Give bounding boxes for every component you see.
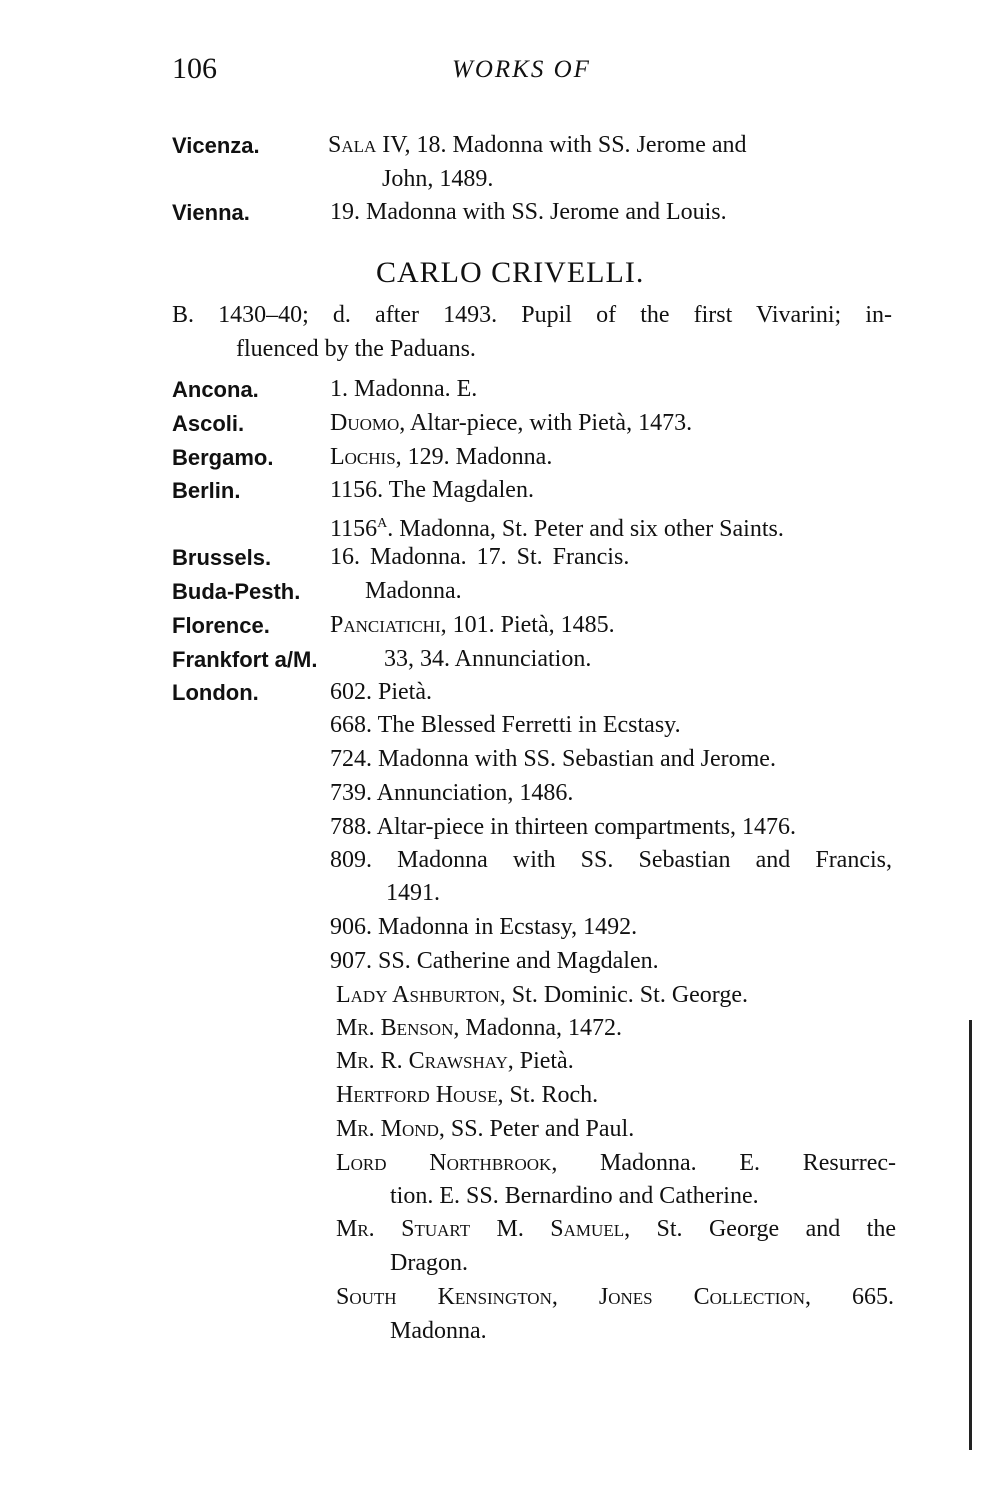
entry-text: , 129. Madonna. xyxy=(395,444,553,470)
entry-london-mond xyxy=(336,1114,634,1144)
place-bergamo: Bergamo. xyxy=(172,445,274,470)
entry-london-benson xyxy=(336,1013,622,1043)
collection-name: Lochis xyxy=(330,444,396,470)
place-frankfort: Frankfort a/M. xyxy=(172,647,318,672)
place-ancona: Ancona. xyxy=(172,377,259,402)
entry-frankfort: 33, 34. Annunciation. xyxy=(384,646,592,672)
scan-edge-rule xyxy=(969,1020,972,1450)
entry-london-739: 739. Annunciation, 1486. xyxy=(330,780,574,806)
entry-london-samuel xyxy=(336,1214,896,1244)
collection-name: Lady Ashburton xyxy=(336,982,500,1008)
collection-name: Hertford House xyxy=(336,1082,498,1108)
collection-name: Mr. R. Crawshay xyxy=(336,1048,508,1074)
place-vienna: Vienna. xyxy=(172,200,250,225)
catalogue-suffix: A xyxy=(377,516,388,531)
entry-text: , Madonna, 1472. xyxy=(453,1015,623,1041)
entry-london-907: 907. SS. Catherine and Magdalen. xyxy=(330,948,659,974)
entry-london-northbrook xyxy=(336,1148,896,1178)
entry-text: , Madonna. E. Resurrec- xyxy=(551,1150,896,1176)
entry-text: , St. Roch. xyxy=(497,1082,599,1108)
entry-berlin-2 xyxy=(330,509,784,544)
entry-text: , 101. Pietà, 1485. xyxy=(440,612,615,638)
entry-text: , Pietà. xyxy=(507,1048,574,1074)
place-buda-pesth: Buda-Pesth. xyxy=(172,579,301,604)
collection-name: Mr. Stuart M. Samuel xyxy=(336,1216,625,1242)
entry-text: , SS. Peter and Paul. xyxy=(438,1116,635,1142)
page-number: 106 xyxy=(172,52,217,85)
entry-text: IV, 18. Madonna with SS. Jerome and xyxy=(376,132,747,158)
entry-london-668: 668. The Blessed Ferretti in Ecstasy. xyxy=(330,712,681,738)
entry-bergamo xyxy=(330,442,552,472)
entry-text: , Altar-piece, with Pietà, 1473. xyxy=(399,410,693,436)
entry-london-kensington-cont: Madonna. xyxy=(390,1318,487,1344)
page-header xyxy=(172,52,892,92)
entry-ancona: 1. Madonna. E. xyxy=(330,376,478,402)
entry-london-809-cont: 1491. xyxy=(386,880,440,906)
entry-london-602: 602. Pietà. xyxy=(330,679,432,705)
entry-vienna: 19. Madonna with SS. Jerome and Louis. xyxy=(330,199,727,225)
place-florence: Florence. xyxy=(172,613,270,638)
entry-buda-pesth: Madonna. xyxy=(365,578,462,604)
entry-london-809: 809. Madonna with SS. Sebastian and Francis, xyxy=(330,847,892,873)
entry-text: , St. George and the xyxy=(624,1216,897,1242)
collection-name: Duomo xyxy=(330,410,400,436)
running-title: WORKS OF xyxy=(452,56,591,83)
collection-name: Panciatichi xyxy=(330,612,441,638)
entry-london-788: 788. Altar-piece in thirteen compartments, 1476. xyxy=(330,814,797,840)
entry-text: , St. Dominic. St. George. xyxy=(499,982,749,1008)
place-berlin: Berlin. xyxy=(172,478,241,503)
entry-vicenza xyxy=(328,130,747,160)
entry-text: . Madonna, St. Peter and six other Saints. xyxy=(387,516,784,542)
entry-florence xyxy=(330,610,615,640)
artist-bio-line-1: B. 1430–40; d. after 1493. Pupil of the first Vivarini; in- xyxy=(172,302,892,328)
collection-name: Lord Northbrook xyxy=(336,1150,552,1176)
entry-text: , 665. xyxy=(805,1284,895,1310)
entry-london-northbrook-cont: tion. E. SS. Bernardino and Catherine. xyxy=(390,1183,759,1209)
place-brussels: Brussels. xyxy=(172,545,272,570)
place-london: London. xyxy=(172,680,259,705)
collection-name: Mr. Benson xyxy=(336,1015,454,1041)
entry-london-crawshay xyxy=(336,1046,574,1076)
entry-vicenza-cont: John, 1489. xyxy=(382,166,494,192)
collection-name: Sala xyxy=(328,132,377,158)
entry-london-ashburton xyxy=(336,980,748,1010)
entry-london-samuel-cont: Dragon. xyxy=(390,1250,468,1276)
entry-london-hertford xyxy=(336,1080,598,1110)
entry-berlin-1: 1156. The Magdalen. xyxy=(330,477,534,503)
place-ascoli: Ascoli. xyxy=(172,411,245,436)
place-vicenza: Vicenza. xyxy=(172,133,260,158)
entry-london-724: 724. Madonna with SS. Sebastian and Jerome. xyxy=(330,746,776,772)
collection-name: South Kensington, Jones Collection xyxy=(336,1284,805,1310)
entry-brussels: 16. Madonna. 17. St. Francis. xyxy=(330,544,630,570)
entry-london-906: 906. Madonna in Ecstasy, 1492. xyxy=(330,914,638,940)
artist-heading: CARLO CRIVELLI. xyxy=(376,256,645,289)
artist-bio-line-2: fluenced by the Paduans. xyxy=(236,336,476,362)
entry-ascoli xyxy=(330,408,692,438)
catalogue-number: 1156 xyxy=(330,516,378,542)
entry-london-kensington xyxy=(336,1282,894,1312)
collection-name: Mr. Mond xyxy=(336,1116,439,1142)
